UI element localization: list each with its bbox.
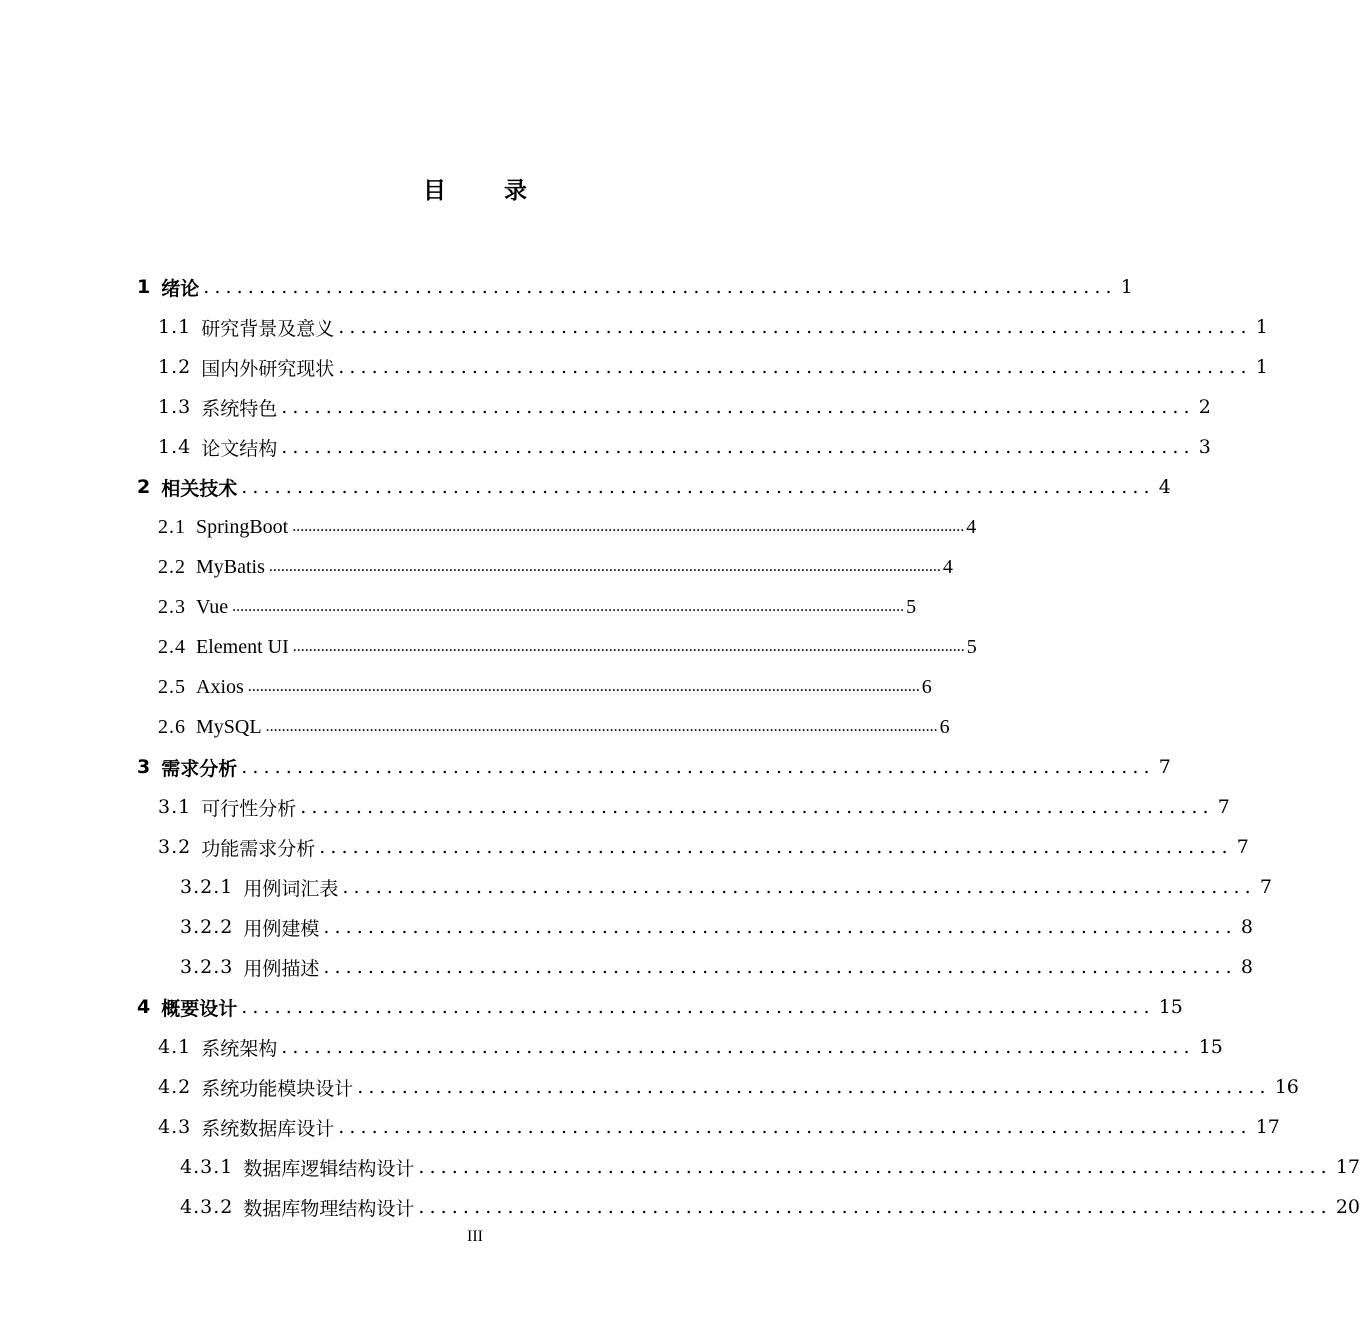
- toc-number: 4.3: [158, 1116, 192, 1138]
- toc-leader: ..................................................................................: [300, 796, 1214, 818]
- toc-title: 相关技术: [161, 477, 238, 500]
- toc-page: 3: [1198, 436, 1211, 458]
- toc-page: 17: [1255, 1116, 1280, 1138]
- toc-page: 1: [1255, 356, 1268, 378]
- toc-leader: ........................................................................................................................................................................: [268, 558, 941, 575]
- toc-number: 3: [137, 756, 152, 778]
- toc-leader: ........................................................................................................................................................................: [247, 678, 920, 695]
- toc-entry-1-3[interactable]: [158, 387, 1211, 427]
- toc-entry-2-1[interactable]: [158, 507, 977, 547]
- toc-leader: ..................................................................................: [281, 436, 1195, 458]
- toc-number: 2.3: [158, 595, 186, 618]
- toc-page: 16: [1274, 1076, 1299, 1098]
- toc-entry-2[interactable]: [137, 467, 1171, 507]
- toc-page: 17: [1335, 1156, 1360, 1178]
- toc-number: 2.2: [158, 555, 186, 578]
- toc-page: 5: [906, 595, 917, 618]
- toc-entry-4-1[interactable]: [158, 1027, 1223, 1067]
- toc-page: 15: [1198, 1036, 1223, 1058]
- toc-entry-3-1[interactable]: [158, 787, 1230, 827]
- toc-entry-2-3[interactable]: [158, 587, 917, 627]
- toc-title: Vue: [196, 595, 229, 618]
- toc-number: 3.2.3: [180, 956, 234, 978]
- toc-leader: ..................................................................................: [241, 756, 1155, 778]
- toc-entry-1-2[interactable]: [158, 347, 1268, 387]
- toc-page: 6: [921, 675, 932, 698]
- toc-title: Element UI: [196, 635, 289, 658]
- toc-leader: ........................................................................................................................................................................: [292, 518, 965, 535]
- toc-leader: ..................................................................................: [357, 1076, 1271, 1098]
- toc-number: 4.1: [158, 1036, 192, 1058]
- toc-number: 4.3.2: [180, 1196, 234, 1218]
- toc-page: 8: [1240, 916, 1253, 938]
- toc-page: 8: [1240, 956, 1253, 978]
- toc-leader: ..................................................................................: [241, 996, 1155, 1018]
- toc-leader: ..................................................................................: [323, 956, 1237, 978]
- toc-number: 1.2: [158, 356, 192, 378]
- toc-number: 3.2: [158, 836, 192, 858]
- toc-leader: ..................................................................................: [281, 1036, 1195, 1058]
- toc-number: 4: [137, 996, 152, 1018]
- toc-title: 系统数据库设计: [201, 1117, 335, 1140]
- title-char-1: 目: [423, 178, 446, 204]
- toc-title: 数据库逻辑结构设计: [243, 1157, 415, 1180]
- toc-title: 论文结构: [201, 437, 278, 460]
- toc-entry-1-4[interactable]: [158, 427, 1211, 467]
- toc-title: 研究背景及意义: [201, 317, 335, 340]
- toc-leader: ..................................................................................: [418, 1196, 1332, 1218]
- toc-leader: ........................................................................................................................................................................: [265, 718, 938, 735]
- toc-title: 可行性分析: [201, 797, 297, 820]
- toc-entry-3-2[interactable]: [158, 827, 1249, 867]
- toc-page: 7: [1217, 796, 1230, 818]
- toc-entry-4[interactable]: [137, 987, 1183, 1027]
- toc-entry-3[interactable]: [137, 747, 1171, 787]
- toc-leader: ..................................................................................: [338, 1116, 1252, 1138]
- toc-page: 4: [966, 515, 977, 538]
- toc-number: 1: [137, 276, 152, 298]
- toc-number: 1.4: [158, 436, 192, 458]
- toc-title: MySQL: [196, 715, 262, 738]
- toc-title: 绪论: [161, 277, 200, 300]
- toc-leader: ..................................................................................: [342, 876, 1256, 898]
- toc-entry-2-6[interactable]: [158, 707, 950, 747]
- page-number: III: [467, 1228, 483, 1245]
- toc-title: MyBatis: [196, 555, 265, 578]
- toc-page: 5: [966, 635, 977, 658]
- toc-entry-4-3[interactable]: [158, 1107, 1280, 1147]
- toc-title: 用例描述: [243, 957, 320, 980]
- toc-number: 2.5: [158, 675, 186, 698]
- toc-number: 3.2.2: [180, 916, 234, 938]
- toc-title: 用例建模: [243, 917, 320, 940]
- toc-number: 1.1: [158, 316, 192, 338]
- toc-page: 7: [1236, 836, 1249, 858]
- toc-title: 需求分析: [161, 757, 238, 780]
- toc-leader: ..................................................................................: [241, 476, 1155, 498]
- toc-title: 用例词汇表: [243, 877, 339, 900]
- toc-number: 2.6: [158, 715, 186, 738]
- toc-entry-4-3-1[interactable]: [180, 1147, 1360, 1187]
- toc-number: 2: [137, 476, 152, 498]
- toc-page: 15: [1158, 996, 1183, 1018]
- toc-entry-3-2-1[interactable]: [180, 867, 1272, 907]
- toc-leader: ..................................................................................: [338, 316, 1252, 338]
- toc-number: 2.4: [158, 635, 186, 658]
- toc-leader: ..................................................................................: [338, 356, 1252, 378]
- toc-page: 6: [939, 715, 950, 738]
- toc-page: 4: [942, 555, 953, 578]
- toc-title: 国内外研究现状: [201, 357, 335, 380]
- toc-entry-3-2-2[interactable]: [180, 907, 1253, 947]
- toc-page: 1: [1120, 276, 1133, 298]
- toc-number: 1.3: [158, 396, 192, 418]
- toc-number: 2.1: [158, 515, 186, 538]
- toc-leader: ..................................................................................: [203, 276, 1117, 298]
- toc-page: 4: [1158, 476, 1171, 498]
- toc-title: 功能需求分析: [201, 837, 316, 860]
- toc-title: 数据库物理结构设计: [243, 1197, 415, 1220]
- toc-entry-4-2[interactable]: [158, 1067, 1299, 1107]
- toc-number: 4.2: [158, 1076, 192, 1098]
- toc-leader: ..................................................................................: [281, 396, 1195, 418]
- toc-number: 3.1: [158, 796, 192, 818]
- toc-page: 1: [1255, 316, 1268, 338]
- toc-leader: ..................................................................................: [319, 836, 1233, 858]
- toc-number: 4.3.1: [180, 1156, 234, 1178]
- toc-number: 3.2.1: [180, 876, 234, 898]
- toc-page: 7: [1158, 756, 1171, 778]
- toc-title: 系统功能模块设计: [201, 1077, 354, 1100]
- toc-entry-1[interactable]: [137, 267, 1133, 307]
- toc-leader: ........................................................................................................................................................................: [232, 598, 905, 615]
- title-char-2: 录: [504, 178, 527, 204]
- toc-entry-4-3-2[interactable]: [180, 1187, 1360, 1227]
- toc-page: 7: [1259, 876, 1272, 898]
- toc-title: SpringBoot: [196, 515, 289, 538]
- toc-leader: ..................................................................................: [418, 1156, 1332, 1178]
- toc-entry-1-1[interactable]: [158, 307, 1268, 347]
- toc-page: 20: [1335, 1196, 1360, 1218]
- toc-entry-3-2-3[interactable]: [180, 947, 1253, 987]
- toc-entry-2-4[interactable]: [158, 627, 977, 667]
- toc-entry-2-5[interactable]: [158, 667, 932, 707]
- toc-title: 系统架构: [201, 1037, 278, 1060]
- toc-leader: ........................................................................................................................................................................: [292, 638, 965, 655]
- toc-title: 系统特色: [201, 397, 278, 420]
- toc-entry-2-2[interactable]: [158, 547, 953, 587]
- toc-title: Axios: [196, 675, 244, 698]
- toc-title: 概要设计: [161, 997, 238, 1020]
- page-title: [0, 172, 950, 205]
- toc-page: 2: [1198, 396, 1211, 418]
- toc-leader: ..................................................................................: [323, 916, 1237, 938]
